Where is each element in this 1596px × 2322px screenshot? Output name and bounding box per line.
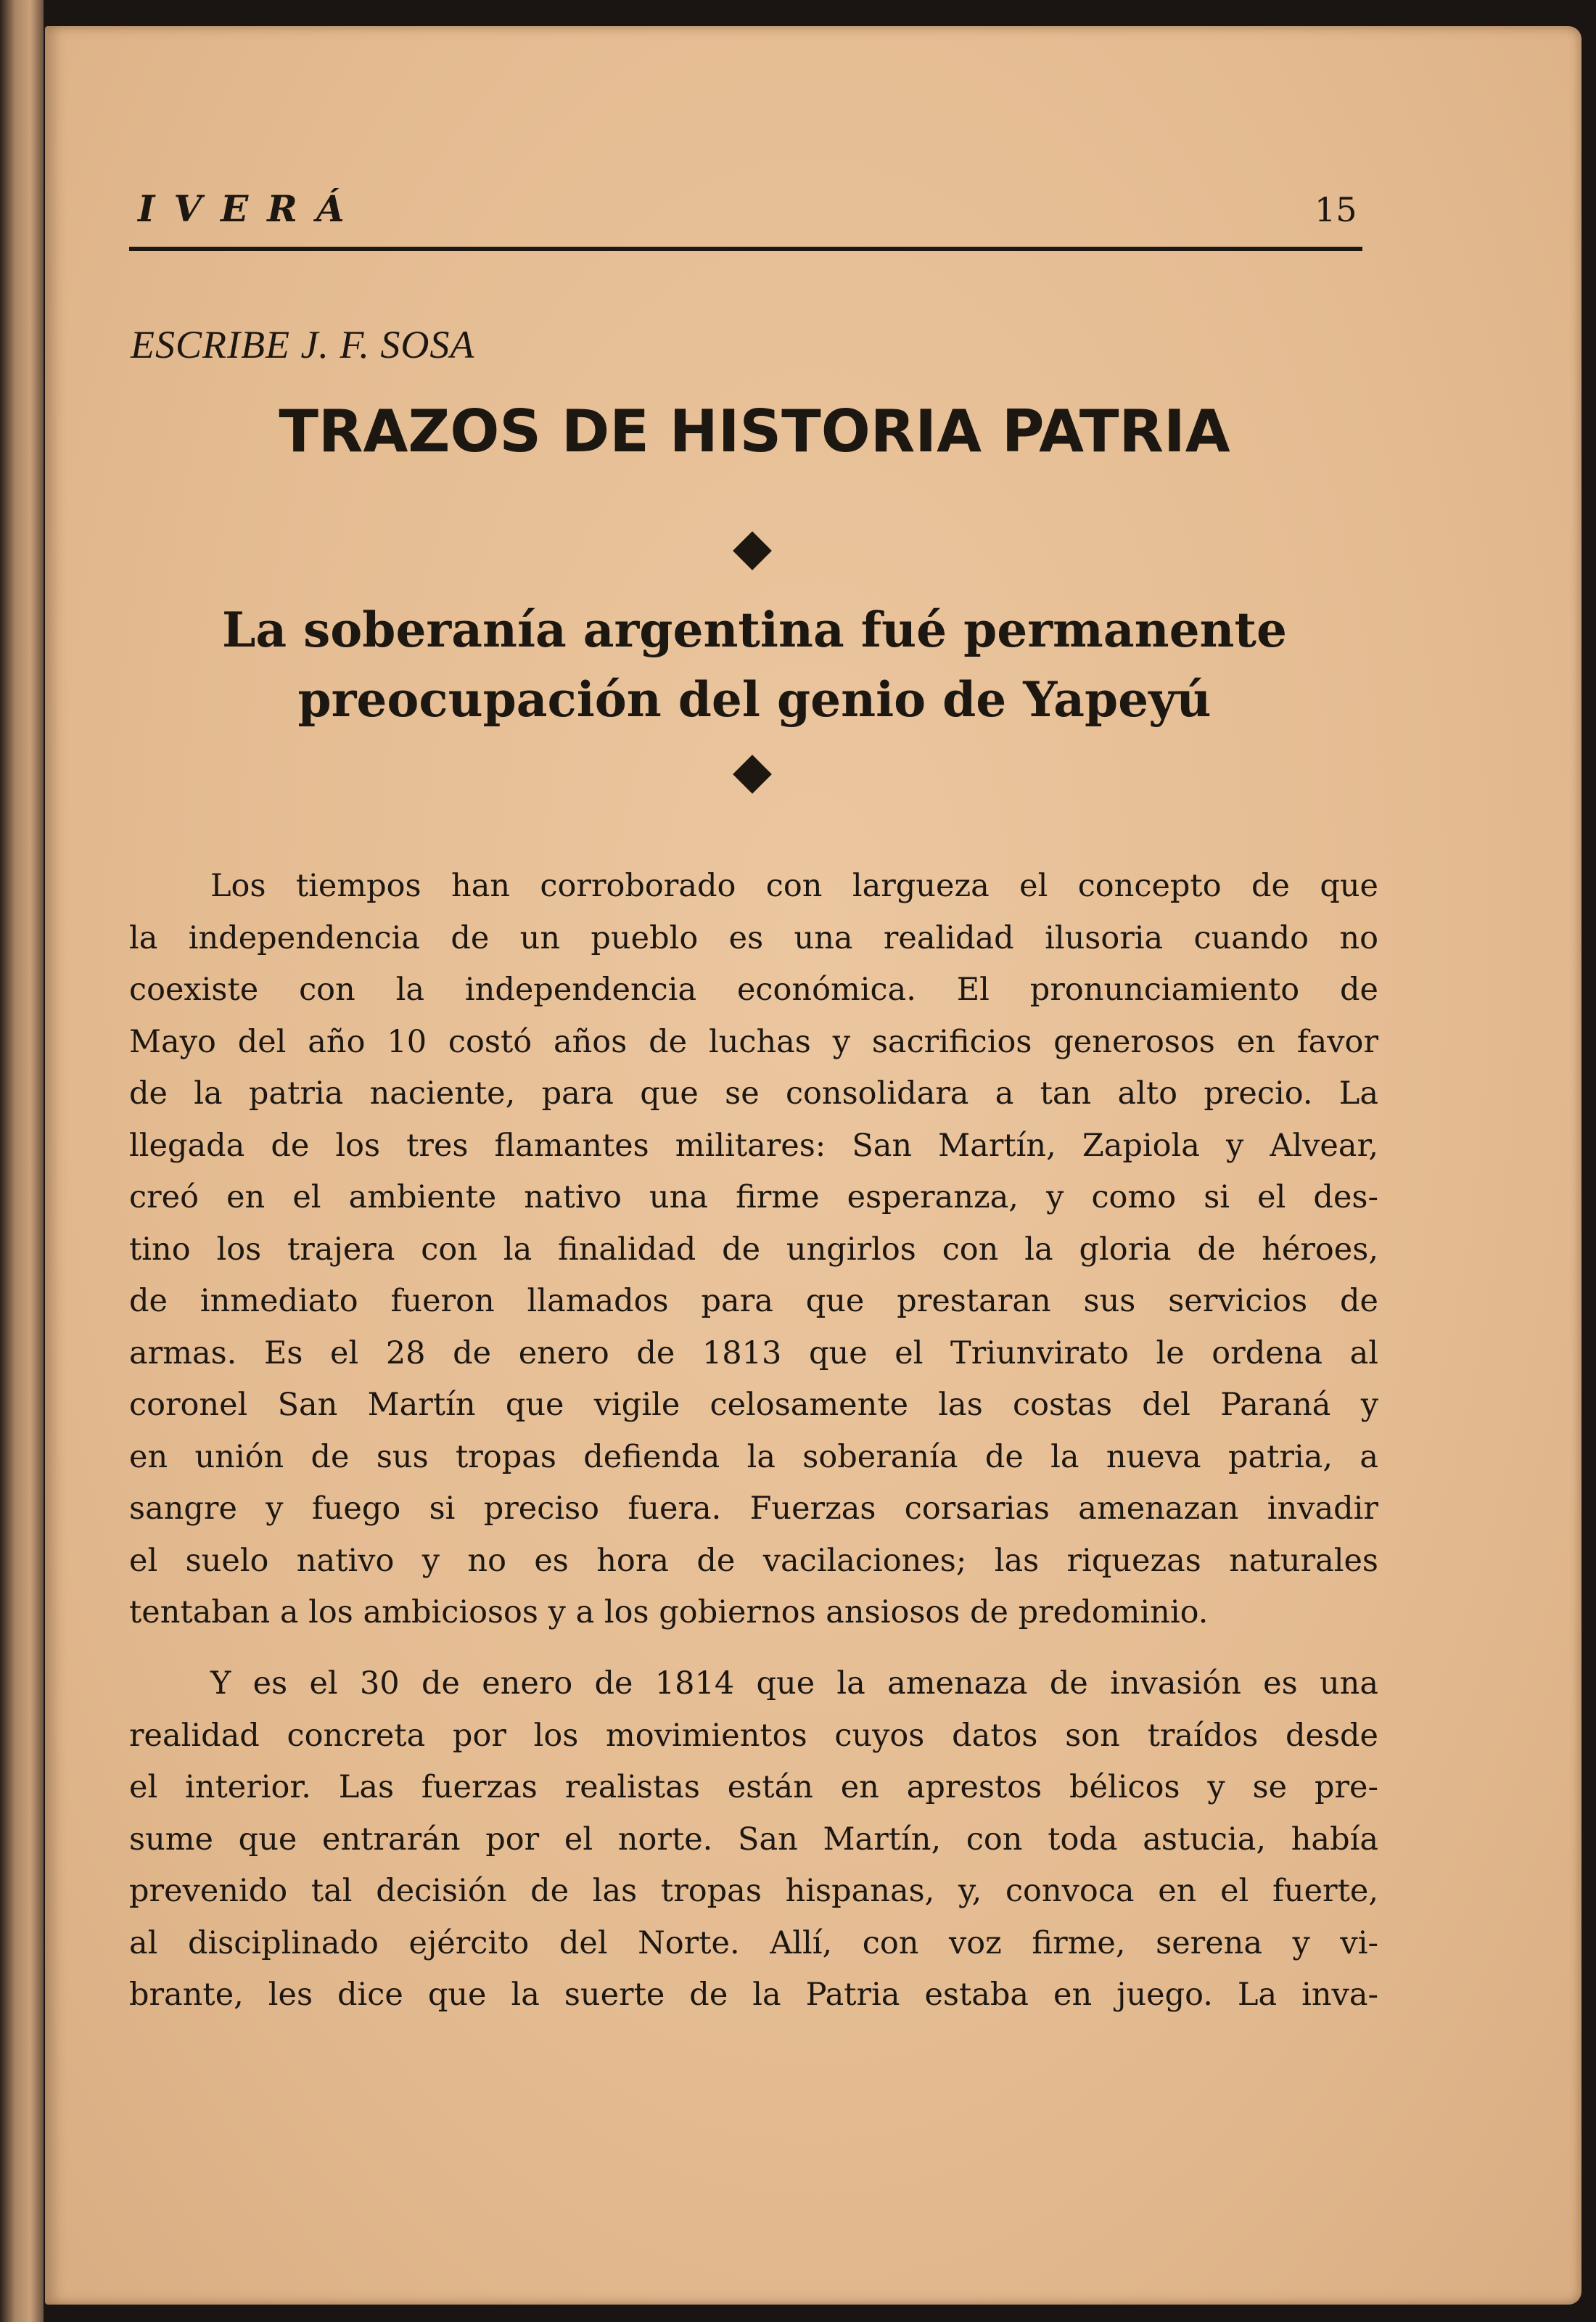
text-line: llegada de los tres flamantes militares: San Martín, Zapiola y Alvear, [129, 1127, 1378, 1164]
text-line: tentaban a los ambiciosos y a los gobiernos ansiosos de predominio. [129, 1594, 1209, 1630]
text-line: sume que entrarán por el norte. San Martín, con toda astucia, había [129, 1821, 1378, 1858]
article-subtitle [210, 595, 1299, 734]
text-line: Mayo del año 10 costó años de luchas y sacrificios generosos en favor [129, 1023, 1378, 1060]
text-line: coexiste con la independencia económica. El pronunciamiento de [129, 972, 1378, 1008]
text-line: armas. Es el 28 de enero de 1813 que el Triunvirato le ordena al [129, 1334, 1378, 1371]
running-header-title: IVERÁ [138, 187, 363, 230]
text-line: coronel San Martín que vigile celosamente las costas del Paraná y [129, 1387, 1378, 1423]
text-line: de la patria naciente, para que se consolidara a tan alto precio. La [129, 1075, 1378, 1112]
text-line: al disciplinado ejército del Norte. Allí, con voz firme, serena y vi- [129, 1924, 1378, 1961]
text-line: tino los trajera con la finalidad de ungirlos con la gloria de héroes, [129, 1231, 1378, 1268]
article-byline: ESCRIBE J. F. SOSA [131, 323, 475, 366]
page-number: 15 [1315, 190, 1357, 229]
text-line: de inmediato fueron llamados para que prestaran sus servicios de [129, 1283, 1378, 1319]
subtitle-line: preocupación del genio de Yapeyú [297, 671, 1212, 728]
text-line: sangre y fuego si preciso fuera. Fuerzas corsarias amenazan invadir [129, 1490, 1378, 1527]
text-line: realidad concreta por los movimientos cuyos datos son traídos desde [129, 1717, 1378, 1754]
paragraph-1 [129, 861, 1378, 1639]
text-line: Los tiempos han corroborado con largueza el concepto de que [210, 868, 1378, 904]
book-spine-edge [0, 0, 44, 2322]
text-line: la independencia de un pueblo es una realidad ilusoria cuando no [129, 919, 1378, 956]
article-title: TRAZOS DE HISTORIA PATRIA [279, 398, 1230, 465]
text-line: en unión de sus tropas defienda la soberanía de la nueva patria, a [129, 1438, 1378, 1475]
text-line: prevenido tal decisión de las tropas hispanas, y, convoca en el fuerte, [129, 1873, 1378, 1909]
text-line: Y es el 30 de enero de 1814 que la amenaza de invasión es una [210, 1665, 1378, 1702]
subtitle-line: La soberanía argentina fué permanente [221, 602, 1288, 658]
text-line: el suelo nativo y no es hora de vacilaciones; las riquezas naturales [129, 1542, 1378, 1579]
paragraph-2 [129, 1658, 1378, 2022]
text-line: brante, les dice que la suerte de la Patria estaba en juego. La inva- [129, 1977, 1378, 2013]
text-line: creó en el ambiente nativo una firme esperanza, y como si el des- [129, 1179, 1378, 1215]
text-line: el interior. Las fuerzas realistas están en aprestos bélicos y se pre- [129, 1769, 1378, 1805]
header-rule [129, 247, 1362, 251]
